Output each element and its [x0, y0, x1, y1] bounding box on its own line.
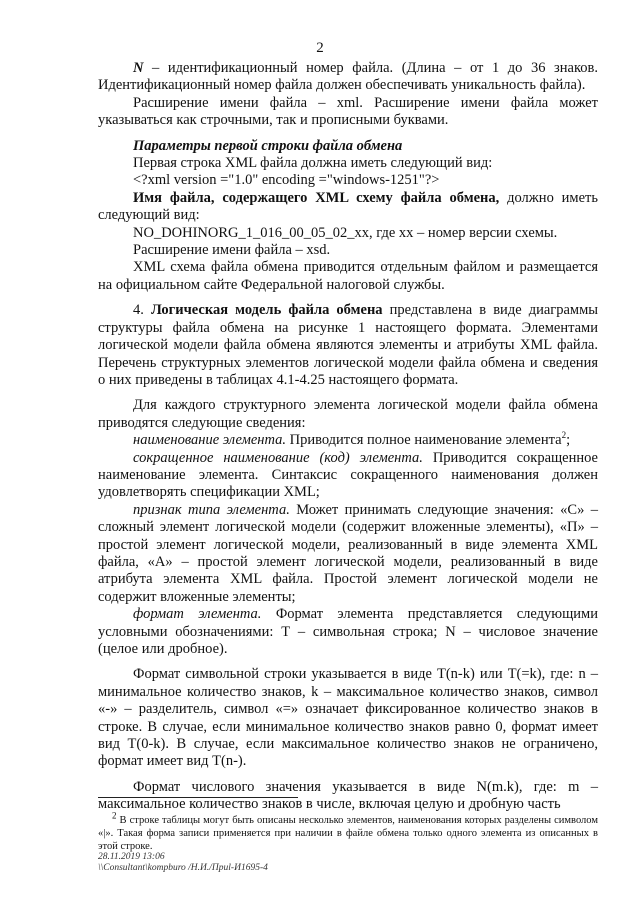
- item-element-format: формат элемента. Формат элемента представляется следующими условными обозначениями: Т – символьная строка; N – числовое значение (целое или дробное).: [98, 606, 598, 657]
- paragraph-logical-model: 4. Логическая модель файла обмена представлена в виде диаграммы структуры файла обмена на рисунке 1 настоящего формата. Элементами логической модели файла обмена являются элементы и атрибуты XML файла. Перечень структурных элементов логической модели файла обмена и сведения о них приведены в таблицах 4.1-4.25 настоящего формата.: [98, 302, 599, 388]
- paragraph-first-line: Первая строка XML файла должна иметь следующий вид:: [133, 155, 493, 172]
- file-id-symbol: N: [133, 60, 144, 76]
- paragraph-element-info: Для каждого структурного элемента логической модели файла обмена приводятся следующие сведения:: [98, 397, 598, 431]
- item-short-name: сокращенное наименование (код) элемента. Приводится сокращенное наименование элемента. Синтаксис сокращенного наименования должен удовлетворять спецификации XML;: [98, 449, 598, 501]
- paragraph-extension-xsd: Расширение имени файла – xsd.: [133, 242, 331, 259]
- footnote-text: В строке таблицы могут быть описаны несколько элементов, наименования которых разделены символом «|». Такая форма записи применяется при наличии в файле обмена только одного элемента из описанных в этой строке.: [98, 814, 598, 852]
- footnote-ref: 2: [561, 430, 567, 441]
- paragraph-extension-xml: Расширение имени файла – xml. Расширение имени файла может указываться как строчными, так и прописными буквами.: [98, 94, 598, 129]
- footnote-divider: [98, 797, 298, 798]
- logical-model-bold: Логическая модель файла обмена: [150, 302, 383, 319]
- page-number: 2: [316, 40, 324, 56]
- heading-first-line-params: Параметры первой строки файла обмена: [133, 137, 403, 154]
- section-number: 4.: [133, 302, 151, 319]
- footnote-number: 2: [112, 810, 117, 820]
- document-metadata: [98, 852, 268, 874]
- paragraph-number-format: Формат числового значения указывается в виде N(m.k), где: m – максимальное количество знаков в числе, включая целую и дробную часть: [98, 778, 598, 813]
- xml-declaration: <?xml version ="1.0" encoding ="windows-1251"?>: [133, 172, 440, 189]
- paragraph-schema-name: Имя файла, содержащего XML схему файла обмена, должно иметь следующий вид:: [98, 189, 598, 224]
- file-path: \\Consultant\kompburo /Н.И./Приl-И1695-4: [98, 863, 268, 873]
- item-element-name: наименование элемента. Приводится полное наименование элемента$^2$;: [133, 430, 571, 449]
- paragraph-string-format: Формат символьной строки указывается в виде T(n-k) или T(=k), где: n – минимальное количество знаков, k – максимальное количество знаков, символ «-» – разделитель, символ «=» означает фиксированное количество знаков в строке. В случае, если минимальное количество знаков равно 0, формат имеет вид T(0-k). В случае, если максимальное количество знаков не ограничено, формат имеет вид T(n-).: [98, 666, 598, 770]
- schema-file-name: NO_DOHINORG_1_016_00_05_02_xx, где xx – номер версии схемы.: [133, 224, 558, 241]
- print-date: 28.11.2019 13:06: [98, 852, 165, 862]
- item-element-type: признак типа элемента. Может принимать следующие значения: «С» – сложный элемент логической модели (содержит вложенные элементы), «П» – простой элемент логической модели, реализованный в виде элемента XML файла, «А» – простой элемент логической модели, реализованный в виде атрибута элемента XML файла. Простой элемент логической модели не содержит вложенные элементы;: [98, 501, 598, 605]
- paragraph-schema-location: XML схема файла обмена приводится отдельным файлом и размещается на официальном сайте Федеральной налоговой службы.: [98, 259, 598, 293]
- schema-name-bold: Имя файла, содержащего XML схему файла обмена,: [133, 189, 500, 206]
- paragraph-file-id: [98, 60, 598, 95]
- file-id-text: – идентификационный номер файла. (Длина – от 1 до 36 знаков. Идентификационный номер файла должен обеспечивать уникальность файла).: [98, 60, 598, 94]
- document-body: [98, 60, 598, 814]
